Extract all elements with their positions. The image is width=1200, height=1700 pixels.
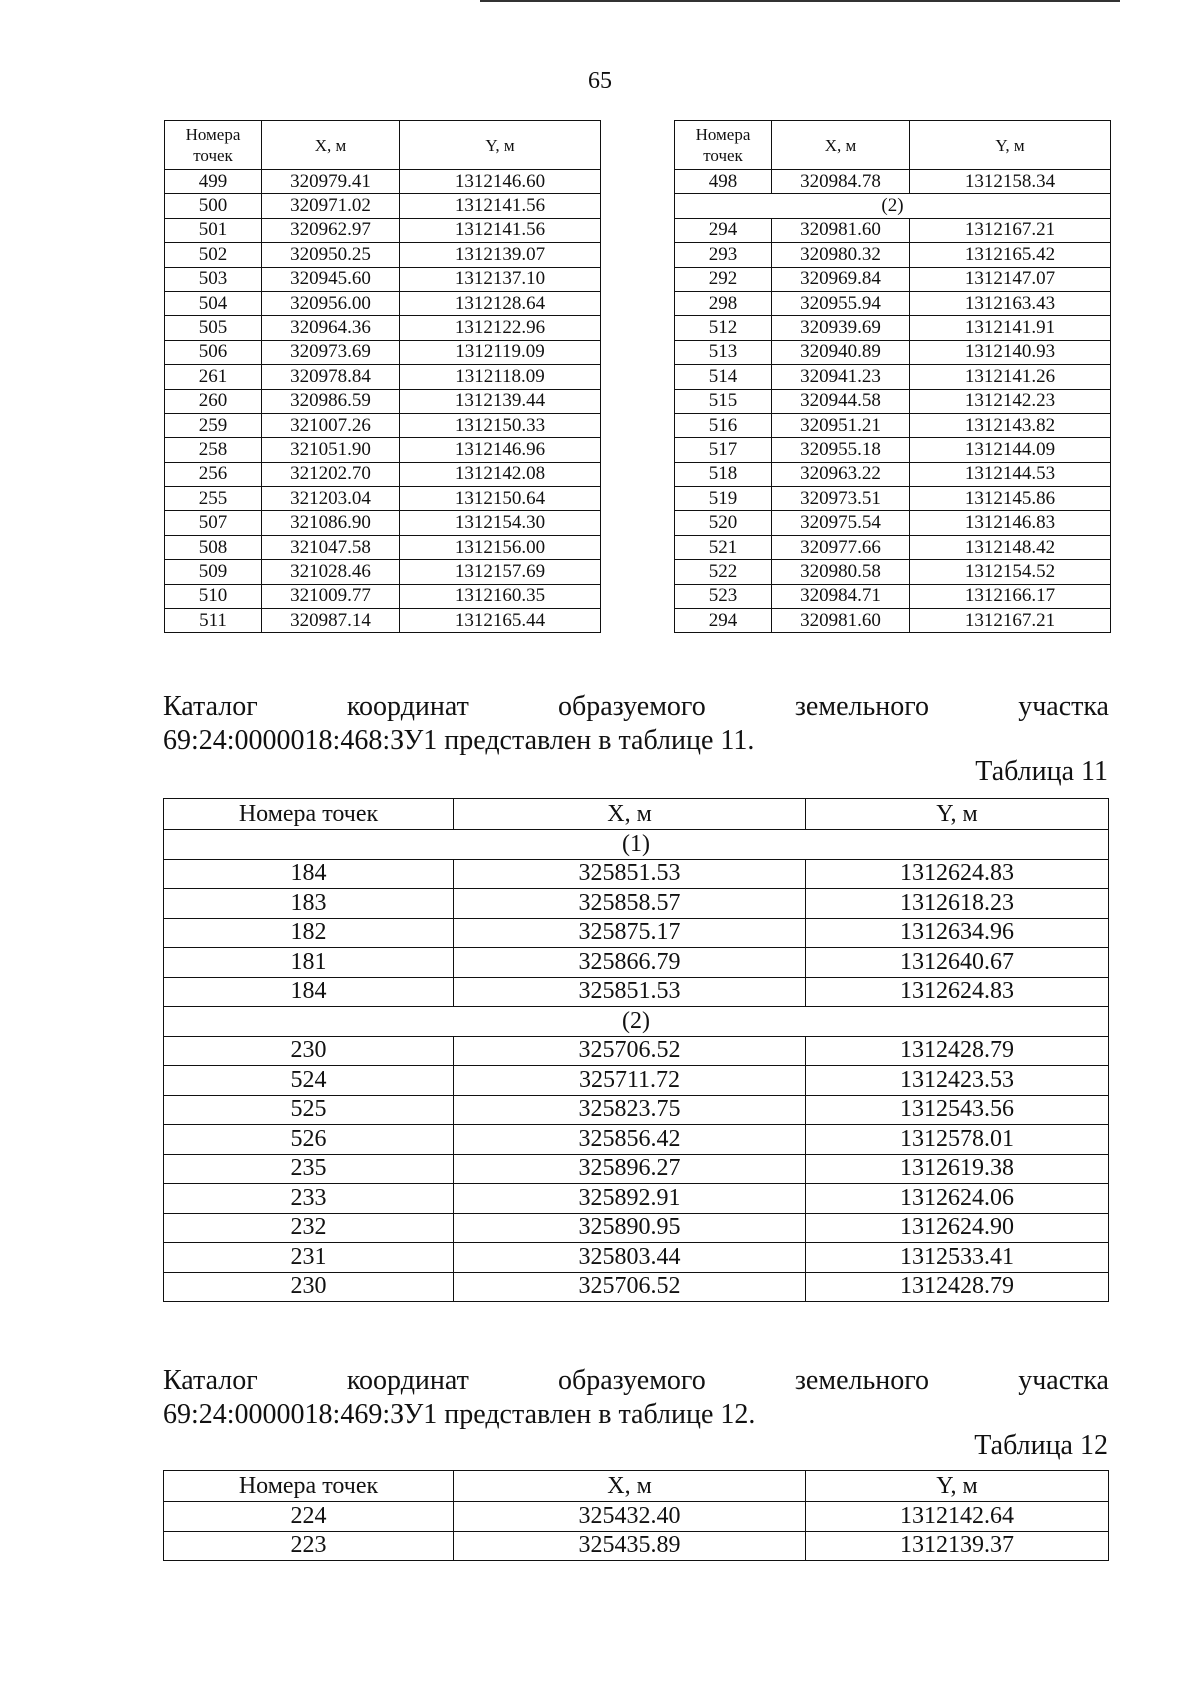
table-row xyxy=(675,511,1111,535)
table-row xyxy=(165,584,601,608)
table-row xyxy=(675,584,1111,608)
cell-point: 255 xyxy=(165,487,262,511)
cell-y: 1312158.34 xyxy=(910,170,1111,194)
cell-point: 513 xyxy=(675,340,772,364)
cell-x: 320984.78 xyxy=(772,170,910,194)
cell-point: 498 xyxy=(675,170,772,194)
table-row xyxy=(164,1184,1109,1214)
cell-x: 321007.26 xyxy=(262,413,400,437)
cell-x: 325711.72 xyxy=(454,1066,806,1096)
cell-point: 223 xyxy=(164,1531,454,1561)
paragraph-line-1 xyxy=(163,1364,1109,1398)
table-row xyxy=(164,977,1109,1007)
table-row xyxy=(164,1095,1109,1125)
cell-point: 230 xyxy=(164,1272,454,1302)
cell-x: 320962.97 xyxy=(262,218,400,242)
cell-point: 520 xyxy=(675,511,772,535)
cell-y: 1312139.44 xyxy=(400,389,601,413)
table-row xyxy=(675,243,1111,267)
paragraph-word: образуемого xyxy=(558,1365,706,1396)
table-row xyxy=(165,535,601,559)
cell-x: 320964.36 xyxy=(262,316,400,340)
cell-x: 321028.46 xyxy=(262,560,400,584)
cell-point: 224 xyxy=(164,1502,454,1532)
cell-x: 321202.70 xyxy=(262,462,400,486)
cell-x: 320939.69 xyxy=(772,316,910,340)
paragraph-word: участка xyxy=(1018,1365,1109,1396)
cell-y: 1312144.53 xyxy=(910,462,1111,486)
cell-point: 526 xyxy=(164,1125,454,1155)
cell-point: 502 xyxy=(165,243,262,267)
cell-x: 320977.66 xyxy=(772,535,910,559)
cell-point: 508 xyxy=(165,535,262,559)
table-header-row xyxy=(164,799,1109,830)
header-x: X, м xyxy=(772,121,910,170)
cell-x: 321051.90 xyxy=(262,438,400,462)
cell-point: 523 xyxy=(675,584,772,608)
header-point-numbers: Номера точек xyxy=(164,799,454,830)
cell-point: 292 xyxy=(675,267,772,291)
table-row xyxy=(165,316,601,340)
cell-point: 510 xyxy=(165,584,262,608)
table-row xyxy=(165,462,601,486)
cell-x: 320980.32 xyxy=(772,243,910,267)
section-label: (1) xyxy=(164,830,1109,860)
cell-y: 1312533.41 xyxy=(806,1243,1109,1273)
cell-y: 1312137.10 xyxy=(400,267,601,291)
table-row xyxy=(675,438,1111,462)
cell-x: 320945.60 xyxy=(262,267,400,291)
cell-x: 320956.00 xyxy=(262,291,400,315)
cell-x: 325435.89 xyxy=(454,1531,806,1561)
cell-x: 320963.22 xyxy=(772,462,910,486)
table-row xyxy=(675,218,1111,242)
table-row xyxy=(165,609,601,633)
cell-point: 507 xyxy=(165,511,262,535)
cell-y: 1312146.96 xyxy=(400,438,601,462)
cell-point: 294 xyxy=(675,609,772,633)
header-point-numbers: Номера точек xyxy=(675,121,772,170)
table-row xyxy=(164,1272,1109,1302)
table-row xyxy=(675,291,1111,315)
cell-point: 233 xyxy=(164,1184,454,1214)
header-point-numbers: Номера точек xyxy=(165,121,262,170)
cell-y: 1312141.91 xyxy=(910,316,1111,340)
cell-y: 1312144.09 xyxy=(910,438,1111,462)
cell-x: 325706.52 xyxy=(454,1036,806,1066)
cell-y: 1312157.69 xyxy=(400,560,601,584)
cell-x: 325851.53 xyxy=(454,977,806,1007)
cell-y: 1312163.43 xyxy=(910,291,1111,315)
cell-point: 259 xyxy=(165,413,262,437)
table-row xyxy=(164,918,1109,948)
header-point-numbers: Номера точек xyxy=(164,1471,454,1502)
cell-point: 512 xyxy=(675,316,772,340)
cell-x: 325856.42 xyxy=(454,1125,806,1155)
top-rule xyxy=(480,0,1120,2)
cell-point: 256 xyxy=(165,462,262,486)
cell-x: 320950.25 xyxy=(262,243,400,267)
cell-x: 321047.58 xyxy=(262,535,400,559)
paragraph-line-2: 69:24:0000018:469:ЗУ1 представлен в таблице 12. xyxy=(163,1399,756,1430)
cell-point: 181 xyxy=(164,948,454,978)
cell-x: 320981.60 xyxy=(772,609,910,633)
section-label: (2) xyxy=(675,194,1111,218)
table-row xyxy=(164,948,1109,978)
table-row xyxy=(165,389,601,413)
table-row xyxy=(165,267,601,291)
cell-y: 1312428.79 xyxy=(806,1272,1109,1302)
table-header-row xyxy=(165,121,601,170)
table-row xyxy=(164,1502,1109,1532)
cell-y: 1312154.30 xyxy=(400,511,601,535)
cell-y: 1312634.96 xyxy=(806,918,1109,948)
cell-x: 320971.02 xyxy=(262,194,400,218)
cell-point: 525 xyxy=(164,1095,454,1125)
table-row xyxy=(165,365,601,389)
cell-point: 294 xyxy=(675,218,772,242)
table-row xyxy=(675,340,1111,364)
table-header-row xyxy=(164,1471,1109,1502)
cell-point: 522 xyxy=(675,560,772,584)
cell-x: 325851.53 xyxy=(454,859,806,889)
table-row xyxy=(165,243,601,267)
table-row xyxy=(164,1066,1109,1096)
table-row xyxy=(164,1243,1109,1273)
cell-x: 320955.94 xyxy=(772,291,910,315)
cell-y: 1312624.06 xyxy=(806,1184,1109,1214)
cell-y: 1312423.53 xyxy=(806,1066,1109,1096)
table-row xyxy=(164,1213,1109,1243)
cell-y: 1312146.60 xyxy=(400,170,601,194)
cell-x: 325803.44 xyxy=(454,1243,806,1273)
cell-point: 521 xyxy=(675,535,772,559)
cell-x: 325875.17 xyxy=(454,918,806,948)
cell-y: 1312543.56 xyxy=(806,1095,1109,1125)
cell-y: 1312141.56 xyxy=(400,194,601,218)
cell-y: 1312128.64 xyxy=(400,291,601,315)
cell-x: 320986.59 xyxy=(262,389,400,413)
cell-y: 1312167.21 xyxy=(910,218,1111,242)
cell-point: 261 xyxy=(165,365,262,389)
paragraph-word: образуемого xyxy=(558,691,706,722)
table-row xyxy=(675,535,1111,559)
cell-y: 1312624.83 xyxy=(806,859,1109,889)
cell-y: 1312624.83 xyxy=(806,977,1109,1007)
table-row xyxy=(165,340,601,364)
table-row xyxy=(675,389,1111,413)
header-y: Y, м xyxy=(400,121,601,170)
section-label: (2) xyxy=(164,1007,1109,1037)
table-row xyxy=(165,413,601,437)
cell-y: 1312165.44 xyxy=(400,609,601,633)
cell-point: 515 xyxy=(675,389,772,413)
coordinates-table-left xyxy=(164,120,601,633)
table-row xyxy=(164,1154,1109,1184)
cell-y: 1312139.07 xyxy=(400,243,601,267)
cell-y: 1312154.52 xyxy=(910,560,1111,584)
cell-point: 514 xyxy=(675,365,772,389)
cell-y: 1312618.23 xyxy=(806,889,1109,919)
cell-point: 500 xyxy=(165,194,262,218)
paragraph-word: земельного xyxy=(794,691,930,722)
table-row xyxy=(165,218,601,242)
paragraph-word: земельного xyxy=(794,1365,930,1396)
cell-y: 1312118.09 xyxy=(400,365,601,389)
cell-point: 511 xyxy=(165,609,262,633)
paragraph-line-1 xyxy=(163,690,1109,724)
cell-point: 184 xyxy=(164,977,454,1007)
header-y: Y, м xyxy=(806,1471,1109,1502)
cell-x: 325858.57 xyxy=(454,889,806,919)
header-x: X, м xyxy=(262,121,400,170)
table-header-row xyxy=(675,121,1111,170)
cell-x: 320980.58 xyxy=(772,560,910,584)
table-row xyxy=(675,413,1111,437)
cell-point: 258 xyxy=(165,438,262,462)
cell-x: 320955.18 xyxy=(772,438,910,462)
cell-x: 325866.79 xyxy=(454,948,806,978)
cell-point: 182 xyxy=(164,918,454,948)
table-row xyxy=(675,170,1111,194)
table-row xyxy=(675,462,1111,486)
table-caption-11: Таблица 11 xyxy=(975,756,1108,787)
cell-y: 1312141.56 xyxy=(400,218,601,242)
cell-point: 505 xyxy=(165,316,262,340)
cell-y: 1312166.17 xyxy=(910,584,1111,608)
cell-y: 1312145.86 xyxy=(910,487,1111,511)
section-row xyxy=(675,194,1111,218)
cell-x: 320984.71 xyxy=(772,584,910,608)
header-x: X, м xyxy=(454,799,806,830)
cell-point: 231 xyxy=(164,1243,454,1273)
cell-x: 325892.91 xyxy=(454,1184,806,1214)
cell-x: 320969.84 xyxy=(772,267,910,291)
table-row xyxy=(675,609,1111,633)
cell-y: 1312150.64 xyxy=(400,487,601,511)
table-caption-12: Таблица 12 xyxy=(974,1430,1108,1461)
table-row xyxy=(675,316,1111,340)
table-row xyxy=(165,438,601,462)
table-row xyxy=(675,487,1111,511)
cell-x: 325896.27 xyxy=(454,1154,806,1184)
cell-y: 1312578.01 xyxy=(806,1125,1109,1155)
cell-y: 1312142.08 xyxy=(400,462,601,486)
table-row xyxy=(675,560,1111,584)
cell-x: 325890.95 xyxy=(454,1213,806,1243)
section-row xyxy=(164,830,1109,860)
paragraph-table-12 xyxy=(163,1364,1109,1432)
cell-point: 518 xyxy=(675,462,772,486)
cell-y: 1312148.42 xyxy=(910,535,1111,559)
cell-y: 1312139.37 xyxy=(806,1531,1109,1561)
cell-y: 1312160.35 xyxy=(400,584,601,608)
cell-y: 1312624.90 xyxy=(806,1213,1109,1243)
cell-x: 320973.69 xyxy=(262,340,400,364)
cell-point: 509 xyxy=(165,560,262,584)
paragraph-word: координат xyxy=(346,1365,469,1396)
table-row xyxy=(164,1125,1109,1155)
table-row xyxy=(164,1036,1109,1066)
cell-y: 1312619.38 xyxy=(806,1154,1109,1184)
cell-y: 1312142.64 xyxy=(806,1502,1109,1532)
cell-y: 1312167.21 xyxy=(910,609,1111,633)
cell-x: 320979.41 xyxy=(262,170,400,194)
cell-x: 320940.89 xyxy=(772,340,910,364)
cell-point: 232 xyxy=(164,1213,454,1243)
cell-x: 320941.23 xyxy=(772,365,910,389)
cell-point: 184 xyxy=(164,859,454,889)
cell-y: 1312640.67 xyxy=(806,948,1109,978)
paragraph-word: Каталог xyxy=(163,1365,258,1396)
cell-point: 517 xyxy=(675,438,772,462)
paragraph-word: Каталог xyxy=(163,691,258,722)
cell-x: 325432.40 xyxy=(454,1502,806,1532)
header-y: Y, м xyxy=(806,799,1109,830)
cell-point: 516 xyxy=(675,413,772,437)
cell-x: 320973.51 xyxy=(772,487,910,511)
cell-y: 1312119.09 xyxy=(400,340,601,364)
table-row xyxy=(164,1531,1109,1561)
cell-point: 260 xyxy=(165,389,262,413)
cell-point: 524 xyxy=(164,1066,454,1096)
table-row xyxy=(165,560,601,584)
cell-point: 501 xyxy=(165,218,262,242)
cell-y: 1312142.23 xyxy=(910,389,1111,413)
cell-x: 320951.21 xyxy=(772,413,910,437)
cell-x: 321009.77 xyxy=(262,584,400,608)
cell-x: 320978.84 xyxy=(262,365,400,389)
cell-point: 499 xyxy=(165,170,262,194)
cell-point: 293 xyxy=(675,243,772,267)
header-x: X, м xyxy=(454,1471,806,1502)
cell-y: 1312150.33 xyxy=(400,413,601,437)
cell-x: 320981.60 xyxy=(772,218,910,242)
cell-point: 503 xyxy=(165,267,262,291)
table-row xyxy=(165,194,601,218)
table-row xyxy=(165,487,601,511)
cell-x: 325823.75 xyxy=(454,1095,806,1125)
coordinates-table-12 xyxy=(163,1470,1109,1561)
cell-y: 1312147.07 xyxy=(910,267,1111,291)
cell-y: 1312428.79 xyxy=(806,1036,1109,1066)
cell-point: 235 xyxy=(164,1154,454,1184)
cell-y: 1312143.82 xyxy=(910,413,1111,437)
cell-x: 321086.90 xyxy=(262,511,400,535)
cell-point: 298 xyxy=(675,291,772,315)
page-number: 65 xyxy=(588,68,612,94)
cell-point: 504 xyxy=(165,291,262,315)
coordinates-table-11 xyxy=(163,798,1109,1302)
cell-y: 1312165.42 xyxy=(910,243,1111,267)
cell-x: 321203.04 xyxy=(262,487,400,511)
cell-x: 320944.58 xyxy=(772,389,910,413)
table-row xyxy=(164,889,1109,919)
coordinates-table-right xyxy=(674,120,1111,633)
paragraph-word: координат xyxy=(346,691,469,722)
table-row xyxy=(164,859,1109,889)
paragraph-line-2: 69:24:0000018:468:ЗУ1 представлен в таблице 11. xyxy=(163,725,755,756)
table-row xyxy=(675,365,1111,389)
cell-point: 230 xyxy=(164,1036,454,1066)
cell-y: 1312141.26 xyxy=(910,365,1111,389)
table-row xyxy=(165,511,601,535)
section-row xyxy=(164,1007,1109,1037)
cell-x: 320975.54 xyxy=(772,511,910,535)
table-row xyxy=(165,291,601,315)
paragraph-word: участка xyxy=(1018,691,1109,722)
table-row xyxy=(165,170,601,194)
table-row xyxy=(675,267,1111,291)
cell-y: 1312122.96 xyxy=(400,316,601,340)
cell-y: 1312140.93 xyxy=(910,340,1111,364)
cell-point: 506 xyxy=(165,340,262,364)
cell-y: 1312146.83 xyxy=(910,511,1111,535)
cell-point: 183 xyxy=(164,889,454,919)
cell-y: 1312156.00 xyxy=(400,535,601,559)
cell-point: 519 xyxy=(675,487,772,511)
paragraph-table-11 xyxy=(163,690,1109,758)
header-y: Y, м xyxy=(910,121,1111,170)
cell-x: 320987.14 xyxy=(262,609,400,633)
cell-x: 325706.52 xyxy=(454,1272,806,1302)
